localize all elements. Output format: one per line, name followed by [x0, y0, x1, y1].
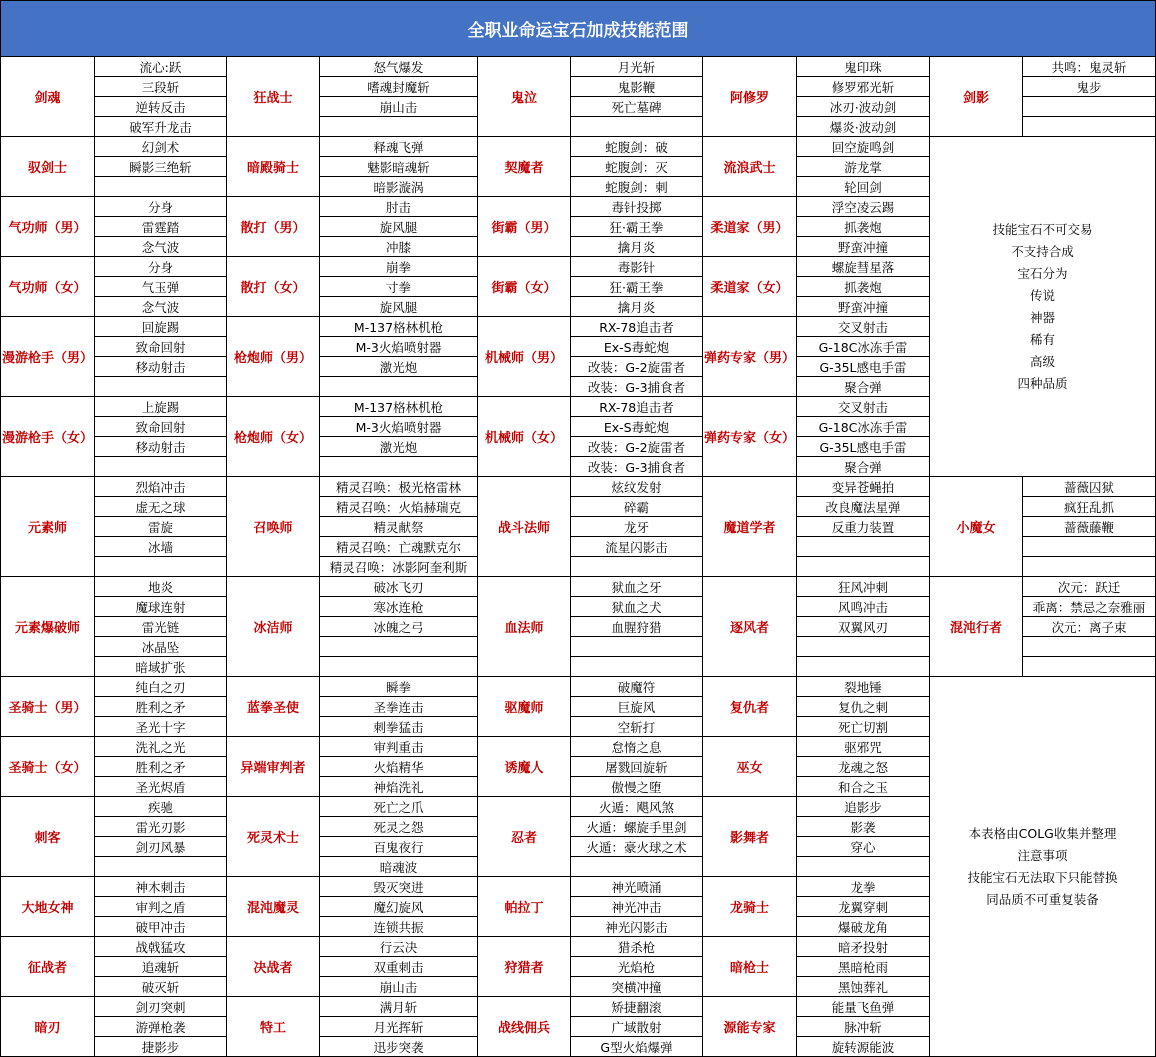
skill-name: 狂风冲刺	[797, 577, 930, 597]
class-name: 弹药专家（女）	[703, 397, 797, 477]
skill-name: 崩山击	[320, 97, 478, 117]
skill-name: 移动射击	[95, 437, 227, 457]
class-name: 散打（男）	[227, 197, 320, 257]
empty-cell	[320, 377, 478, 397]
class-name: 机械师（女）	[478, 397, 571, 477]
empty-cell	[797, 637, 930, 657]
skill-name: 火焰精华	[320, 757, 478, 777]
skill-name: Ex-S毒蛇炮	[571, 337, 703, 357]
skill-name: 雷光刃影	[95, 817, 227, 837]
skill-name: 野蛮冲撞	[797, 297, 930, 317]
skill-name: 百鬼夜行	[320, 837, 478, 857]
skill-name: 肘击	[320, 197, 478, 217]
class-name: 小魔女	[930, 477, 1023, 577]
class-name: 龙骑士	[703, 877, 797, 937]
skill-name: 旋转源能波	[797, 1037, 930, 1057]
skill-name: 连锁共振	[320, 917, 478, 937]
skill-name: 致命回射	[95, 337, 227, 357]
skill-name: 抓袭炮	[797, 277, 930, 297]
class-name: 源能专家	[703, 997, 797, 1057]
note-line: 宝石分为	[1017, 265, 1068, 281]
class-name: 帕拉丁	[478, 877, 571, 937]
skill-name: 神木刺击	[95, 877, 227, 897]
note-line: 稀有	[1029, 331, 1055, 347]
class-name: 剑魂	[0, 57, 95, 137]
skill-name: 龙牙	[571, 517, 703, 537]
skill-name: 魅影暗魂斩	[320, 157, 478, 177]
skill-name: 地炎	[95, 577, 227, 597]
skill-name: 逆转反击	[95, 97, 227, 117]
class-name: 机械师（男）	[478, 317, 571, 397]
class-name: 驱魔师	[478, 677, 571, 737]
skill-name: 崩拳	[320, 257, 478, 277]
skill-name: 激光炮	[320, 357, 478, 377]
skill-name: M-3火焰喷射器	[320, 417, 478, 437]
skill-name: 疾驰	[95, 797, 227, 817]
skill-name: 怠惰之息	[571, 737, 703, 757]
skill-name: 毒影针	[571, 257, 703, 277]
class-name: 混沌行者	[930, 577, 1023, 677]
skill-name: G-18C冰冻手雷	[797, 337, 930, 357]
empty-cell	[95, 377, 227, 397]
skill-name: 冰刃·波动剑	[797, 97, 930, 117]
skill-name: 崩山击	[320, 977, 478, 997]
skill-name: 浮空凌云踢	[797, 197, 930, 217]
skill-name: 死亡墓碑	[571, 97, 703, 117]
empty-cell	[1023, 97, 1156, 117]
class-name: 混沌魔灵	[227, 877, 320, 937]
skill-name: 流星闪影击	[571, 537, 703, 557]
skill-name: 暗影漩涡	[320, 177, 478, 197]
skill-name: 破魔符	[571, 677, 703, 697]
skill-name: 圣光十字	[95, 717, 227, 737]
empty-cell	[95, 857, 227, 877]
skill-name: 圣光烬盾	[95, 777, 227, 797]
note-line: 四种品质	[1017, 375, 1068, 391]
skill-name: 爆炎·波动剑	[797, 117, 930, 137]
skill-name: 怒气爆发	[320, 57, 478, 77]
skill-name: 破军升龙击	[95, 117, 227, 137]
skill-name: 改装：G-3捕食者	[571, 377, 703, 397]
skill-name: 交叉射击	[797, 397, 930, 417]
skill-name: 神光闪影击	[571, 917, 703, 937]
skill-name: 神焰洗礼	[320, 777, 478, 797]
skill-name: 能量飞鱼弹	[797, 997, 930, 1017]
skill-name: 蛇腹剑：破	[571, 137, 703, 157]
class-name: 复仇者	[703, 677, 797, 737]
skill-name: 影袭	[797, 817, 930, 837]
skill-name: 精灵召唤：亡魂默克尔	[320, 537, 478, 557]
class-name: 逐风者	[703, 577, 797, 677]
empty-cell	[797, 537, 930, 557]
skill-name: 蔷薇囚狱	[1023, 477, 1156, 497]
class-name: 战线佣兵	[478, 997, 571, 1057]
skill-name: 虚无之球	[95, 497, 227, 517]
note-line: 高级	[1029, 353, 1055, 369]
skill-name: 疯狂乱抓	[1023, 497, 1156, 517]
skill-name: 蔷薇藤鞭	[1023, 517, 1156, 537]
empty-cell	[1023, 657, 1156, 677]
skill-name: 火遁：豪火球之术	[571, 837, 703, 857]
skill-name: 捷影步	[95, 1037, 227, 1057]
class-name: 柔道家（男）	[703, 197, 797, 257]
skill-table	[0, 57, 1156, 1057]
skill-name: 念气波	[95, 297, 227, 317]
skill-name: 聚合弹	[797, 377, 930, 397]
empty-cell	[1023, 557, 1156, 577]
note-line: 本表格由COLG收集并整理	[968, 825, 1117, 841]
class-name: 巫女	[703, 737, 797, 797]
skill-name: 火遁：飓风煞	[571, 797, 703, 817]
skill-name: 光焰枪	[571, 957, 703, 977]
class-name: 诱魔人	[478, 737, 571, 797]
class-name: 散打（女）	[227, 257, 320, 317]
skill-name: 黑暗枪雨	[797, 957, 930, 977]
class-name: 气功师（女）	[0, 257, 95, 317]
empty-cell	[571, 557, 703, 577]
skill-name: 月光挥斩	[320, 1017, 478, 1037]
class-name: 大地女神	[0, 877, 95, 937]
class-name: 蓝拳圣使	[227, 677, 320, 737]
skill-name: 念气波	[95, 237, 227, 257]
skill-name: 龙魂之怒	[797, 757, 930, 777]
skill-name: Ex-S毒蛇炮	[571, 417, 703, 437]
skill-name: 剑刃突刺	[95, 997, 227, 1017]
skill-name: 复仇之刺	[797, 697, 930, 717]
skill-name: 游龙掌	[797, 157, 930, 177]
skill-name: 精灵献祭	[320, 517, 478, 537]
gem-rules-note	[930, 137, 1156, 477]
class-name: 战斗法师	[478, 477, 571, 577]
skill-name: 乖离：禁忌之奈雅丽	[1023, 597, 1156, 617]
class-name: 冰洁师	[227, 577, 320, 677]
skill-name: 狂·霸王拳	[571, 277, 703, 297]
skill-name: 气玉弹	[95, 277, 227, 297]
skill-name: 风鸣冲击	[797, 597, 930, 617]
class-name: 忍者	[478, 797, 571, 877]
class-name: 漫游枪手（女）	[0, 397, 95, 477]
class-name: 特工	[227, 997, 320, 1057]
class-name: 漫游枪手（男）	[0, 317, 95, 397]
empty-cell	[320, 457, 478, 477]
skill-name: 擒月炎	[571, 297, 703, 317]
page-title: 全职业命运宝石加成技能范围	[0, 0, 1156, 57]
empty-cell	[797, 857, 930, 877]
skill-name: 暗魂波	[320, 857, 478, 877]
class-name: 召唤师	[227, 477, 320, 577]
class-name: 暗刃	[0, 997, 95, 1057]
class-name: 暗殿骑士	[227, 137, 320, 197]
skill-name: 寸拳	[320, 277, 478, 297]
skill-name: 暗域扩张	[95, 657, 227, 677]
skill-name: 次元：跃迁	[1023, 577, 1156, 597]
note-line: 神器	[1029, 309, 1055, 325]
skill-name: 修罗邪光斩	[797, 77, 930, 97]
empty-cell	[95, 457, 227, 477]
skill-name: 分身	[95, 197, 227, 217]
skill-name: 流心:跃	[95, 57, 227, 77]
empty-cell	[571, 637, 703, 657]
skill-name: 和合之玉	[797, 777, 930, 797]
skill-name: 释魂飞弹	[320, 137, 478, 157]
skill-name: 审判重击	[320, 737, 478, 757]
skill-name: 狱血之犬	[571, 597, 703, 617]
skill-name: M-137格林机枪	[320, 397, 478, 417]
skill-name: 矫捷翻滚	[571, 997, 703, 1017]
skill-name: 迅步突袭	[320, 1037, 478, 1057]
note-line: 传说	[1029, 287, 1055, 303]
skill-name: 回空旋鸣剑	[797, 137, 930, 157]
skill-name: 回旋踢	[95, 317, 227, 337]
class-name: 异端审判者	[227, 737, 320, 797]
skill-name: 游弹枪袭	[95, 1017, 227, 1037]
source-note	[930, 677, 1156, 1057]
skill-name: 刺拳猛击	[320, 717, 478, 737]
skill-name: 死亡之爪	[320, 797, 478, 817]
skill-name: 毒针投掷	[571, 197, 703, 217]
skill-name: 暗矛投射	[797, 937, 930, 957]
class-name: 征战者	[0, 937, 95, 997]
skill-name: 冰晶坠	[95, 637, 227, 657]
skill-name: 激光炮	[320, 437, 478, 457]
skill-name: 傲慢之堕	[571, 777, 703, 797]
skill-name: 三段斩	[95, 77, 227, 97]
skill-name: 精灵召唤：火焰赫瑞克	[320, 497, 478, 517]
class-name: 枪炮师（男）	[227, 317, 320, 397]
skill-name: 螺旋彗星落	[797, 257, 930, 277]
class-name: 魔道学者	[703, 477, 797, 577]
class-name: 流浪武士	[703, 137, 797, 197]
skill-name: 反重力装置	[797, 517, 930, 537]
class-name: 影舞者	[703, 797, 797, 877]
skill-name: 改良魔法星弹	[797, 497, 930, 517]
class-name: 圣骑士（男）	[0, 677, 95, 737]
skill-name: 抓袭炮	[797, 217, 930, 237]
skill-name: 纯白之刃	[95, 677, 227, 697]
skill-name: 圣拳连击	[320, 697, 478, 717]
empty-cell	[320, 657, 478, 677]
skill-name: G型火焰爆弹	[571, 1037, 703, 1057]
skill-name: 上旋踢	[95, 397, 227, 417]
note-line: 不支持合成	[1011, 243, 1074, 259]
class-name: 剑影	[930, 57, 1023, 137]
note-line: 注意事项	[1017, 847, 1068, 863]
skill-name: 次元：离子束	[1023, 617, 1156, 637]
skill-name: 死亡切割	[797, 717, 930, 737]
skill-name: 轮回剑	[797, 177, 930, 197]
skill-name: 变异苍蝇拍	[797, 477, 930, 497]
skill-name: 冰墙	[95, 537, 227, 557]
note-line: 同品质不可重复装备	[986, 891, 1099, 907]
skill-name: 狱血之牙	[571, 577, 703, 597]
skill-name: 爆破龙角	[797, 917, 930, 937]
skill-name: 驱邪咒	[797, 737, 930, 757]
skill-name: 死灵之怨	[320, 817, 478, 837]
skill-name: 洗礼之光	[95, 737, 227, 757]
skill-name: 破灭斩	[95, 977, 227, 997]
class-name: 枪炮师（女）	[227, 397, 320, 477]
skill-name: RX-78追击者	[571, 317, 703, 337]
class-name: 血法师	[478, 577, 571, 677]
skill-name: 毁灭突进	[320, 877, 478, 897]
skill-name: 嗜魂封魔斩	[320, 77, 478, 97]
skill-name: 改装：G-2旋雷者	[571, 357, 703, 377]
skill-name: 旋风腿	[320, 297, 478, 317]
empty-cell	[95, 557, 227, 577]
skill-name: 火遁：螺旋手里剑	[571, 817, 703, 837]
skill-name: 瞬影三绝斩	[95, 157, 227, 177]
skill-name: 巨旋风	[571, 697, 703, 717]
empty-cell	[320, 117, 478, 137]
skill-name: 分身	[95, 257, 227, 277]
skill-name: M-137格林机枪	[320, 317, 478, 337]
skill-name: 寒冰连枪	[320, 597, 478, 617]
skill-name: 月光斩	[571, 57, 703, 77]
skill-name: 共鸣：鬼灵斩	[1023, 57, 1156, 77]
class-name: 柔道家（女）	[703, 257, 797, 317]
skill-name: 突横冲撞	[571, 977, 703, 997]
class-name: 刺客	[0, 797, 95, 877]
skill-name: 碎霸	[571, 497, 703, 517]
skill-name: 精灵召唤：冰影阿奎利斯	[320, 557, 478, 577]
empty-cell	[1023, 537, 1156, 557]
skill-name: 追影步	[797, 797, 930, 817]
skill-name: 行云决	[320, 937, 478, 957]
skill-name: 狂·霸王拳	[571, 217, 703, 237]
skill-name: 血腥狩猎	[571, 617, 703, 637]
skill-name: 交叉射击	[797, 317, 930, 337]
skill-name: 移动射击	[95, 357, 227, 377]
empty-cell	[95, 177, 227, 197]
class-name: 契魔者	[478, 137, 571, 197]
skill-name: 蛇腹剑：灭	[571, 157, 703, 177]
skill-name: 鬼步	[1023, 77, 1156, 97]
class-name: 街霸（女）	[478, 257, 571, 317]
skill-name: 致命回射	[95, 417, 227, 437]
skill-name: 精灵召唤：极光格雷林	[320, 477, 478, 497]
skill-name: 双翼风刃	[797, 617, 930, 637]
skill-name: 剑刃风暴	[95, 837, 227, 857]
note-line: 技能宝石不可交易	[992, 221, 1093, 237]
class-name: 气功师（男）	[0, 197, 95, 257]
skill-name: 冲膝	[320, 237, 478, 257]
skill-name: 改装：G-2旋雷者	[571, 437, 703, 457]
skill-name: 擒月炎	[571, 237, 703, 257]
skill-name: 雷旋	[95, 517, 227, 537]
empty-cell	[797, 557, 930, 577]
skill-name: G-18C冰冻手雷	[797, 417, 930, 437]
skill-name: 猎杀枪	[571, 937, 703, 957]
skill-name: 瞬拳	[320, 677, 478, 697]
class-name: 元素师	[0, 477, 95, 577]
skill-name: 满月斩	[320, 997, 478, 1017]
class-name: 狩猎者	[478, 937, 571, 997]
skill-name: 破冰飞刃	[320, 577, 478, 597]
skill-name: 魔球连射	[95, 597, 227, 617]
skill-name: 黑蚀葬礼	[797, 977, 930, 997]
skill-name: G-35L感电手雷	[797, 357, 930, 377]
skill-name: 鬼印珠	[797, 57, 930, 77]
skill-name: 广域散射	[571, 1017, 703, 1037]
skill-name: 改装：G-3捕食者	[571, 457, 703, 477]
note-line: 技能宝石无法取下只能替换	[967, 869, 1118, 885]
empty-cell	[1023, 637, 1156, 657]
class-name: 弹药专家（男）	[703, 317, 797, 397]
skill-name: 神光喷涌	[571, 877, 703, 897]
skill-name: G-35L感电手雷	[797, 437, 930, 457]
skill-name: 冰魄之弓	[320, 617, 478, 637]
skill-name: 空斩打	[571, 717, 703, 737]
skill-name: 野蛮冲撞	[797, 237, 930, 257]
skill-name: 龙翼穿刺	[797, 897, 930, 917]
skill-name: 鬼影鞭	[571, 77, 703, 97]
class-name: 死灵术士	[227, 797, 320, 877]
skill-name: 屠戮回旋斩	[571, 757, 703, 777]
class-name: 暗枪士	[703, 937, 797, 997]
skill-name: 幻剑术	[95, 137, 227, 157]
skill-name: 追魂斩	[95, 957, 227, 977]
empty-cell	[571, 117, 703, 137]
class-name: 元素爆破师	[0, 577, 95, 677]
skill-name: 双重刺击	[320, 957, 478, 977]
class-name: 鬼泣	[478, 57, 571, 137]
skill-name: 战戟猛攻	[95, 937, 227, 957]
skill-name: 雷光链	[95, 617, 227, 637]
skill-name: 雷霆踏	[95, 217, 227, 237]
class-name: 圣骑士（女）	[0, 737, 95, 797]
skill-name: 魔幻旋风	[320, 897, 478, 917]
skill-name: 聚合弹	[797, 457, 930, 477]
empty-cell	[571, 857, 703, 877]
empty-cell	[571, 657, 703, 677]
skill-name: 胜利之矛	[95, 697, 227, 717]
skill-name: 穿心	[797, 837, 930, 857]
class-name: 决战者	[227, 937, 320, 997]
skill-name: 破甲冲击	[95, 917, 227, 937]
empty-cell	[1023, 117, 1156, 137]
skill-name: 脉冲斩	[797, 1017, 930, 1037]
skill-name: 炫纹发射	[571, 477, 703, 497]
skill-name: 蛇腹剑：刺	[571, 177, 703, 197]
skill-name: 神光冲击	[571, 897, 703, 917]
skill-name: 审判之盾	[95, 897, 227, 917]
skill-name: M-3火焰喷射器	[320, 337, 478, 357]
class-name: 驭剑士	[0, 137, 95, 197]
empty-cell	[320, 637, 478, 657]
skill-name: 龙拳	[797, 877, 930, 897]
class-name: 狂战士	[227, 57, 320, 137]
skill-name: 烈焰冲击	[95, 477, 227, 497]
skill-name: RX-78追击者	[571, 397, 703, 417]
skill-name: 胜利之矛	[95, 757, 227, 777]
class-name: 阿修罗	[703, 57, 797, 137]
empty-cell	[797, 657, 930, 677]
skill-name: 裂地锤	[797, 677, 930, 697]
skill-name: 旋风腿	[320, 217, 478, 237]
class-name: 街霸（男）	[478, 197, 571, 257]
